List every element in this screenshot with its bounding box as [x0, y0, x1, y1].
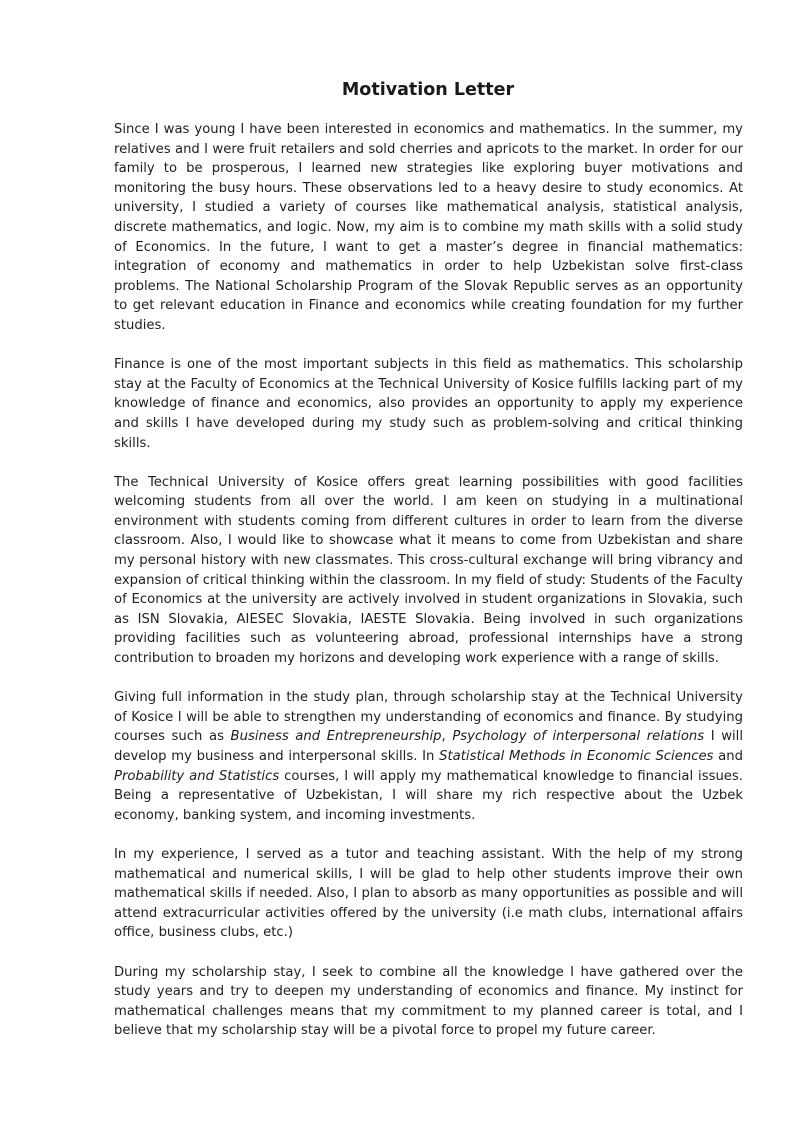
paragraph-text: During my scholarship stay, I seek to combine all the knowledge I have gathered over the study years and try to deepen my understanding of economics and finance. My instinct for mathematical challenges means that my commitment to my planned career is total, and I believe that my scholarship stay will be a pivotal force to propel my future career.	[114, 964, 743, 1039]
course-name: Probability and Statistics	[114, 768, 280, 784]
paragraph-text: Since I was young I have been interested in economics and mathematics. In the summer, my relatives and I were fruit retailers and sold cherries and apricots to the market. In order for our family to be prosperous, I learned new strategies like exploring buyer motivations and monitoring the busy hours. These observations led to a heavy desire to study economics. At university, I studied a variety of courses like mathematical analysis, statistical analysis, discrete mathematics, and logic. Now, my aim is to combine my math skills with a solid study of Economics. In the future, I want to get a master’s degree in financial mathematics: integration of economy and mathematics in order to help Uzbekistan solve first-class problems. The National Scholarship Program of the Slovak Republic serves as an opportunity to get relevant education in Finance and economics while creating foundation for my further studies.	[114, 122, 743, 333]
paragraph-text: courses, I will apply my mathematical knowledge to financial issues. Being a representative of Uzbekistan, I will share my rich respective about the Uzbek economy, banking system, and incoming investments.	[114, 768, 743, 823]
paragraph-text: The Technical University of Kosice offers great learning possibilities with good facilities welcoming students from all over the world. I am keen on studying in a multinational environment with students coming from different cultures in order to learn from the diverse classroom. Also, I would like to showcase what it means to come from Uzbekistan and share my personal history with new classmates. This cross-cultural exchange will bring vibrancy and expansion of critical thinking within the classroom. In my field of study: Students of the Faculty of Economics at the university are actively involved in student organizations in Slovakia, such as ISN Slovakia, AIESEC Slovakia, IAESTE Slovakia. Being involved in such organizations providing facilities such as volunteering abroad, professional internships have a strong contribution to broaden my horizons and developing work experience with a range of skills.	[114, 474, 743, 667]
paragraph-text: ,	[441, 729, 453, 745]
paragraph	[114, 355, 743, 453]
paragraph-text: I will develop my business and interpersonal skills. In	[114, 729, 744, 764]
document-title: Motivation Letter	[341, 80, 515, 100]
paragraph	[114, 120, 743, 336]
paragraph	[114, 473, 743, 669]
course-name: Psychology of interpersonal relations	[452, 729, 705, 745]
paragraph-text: In my experience, I served as a tutor and teaching assistant. With the help of my strong mathematical and numerical skills, I will be glad to help other students improve their own mathematical skills if needed. Also, I plan to absorb as many opportunities as possible and will attend extracurricular activities offered by the university (i.e math clubs, international affairs office, business clubs, etc.)	[114, 846, 743, 941]
paragraph-text: and	[713, 749, 743, 764]
paragraph	[114, 688, 743, 825]
letter-body	[114, 120, 743, 1061]
paragraph	[114, 845, 743, 943]
paragraph	[114, 963, 743, 1041]
course-name: Statistical Methods in Economic Sciences	[439, 749, 714, 764]
course-name: Business and Entrepreneurship	[230, 729, 442, 745]
paragraph-text: Giving full information in the study plan, through scholarship stay at the Technical University of Kosice I will be able to strengthen my understanding of economics and finance. By studying courses such as	[114, 690, 743, 745]
paragraph-text: Finance is one of the most important subjects in this field as mathematics. This scholarship stay at the Faculty of Economics at the Technical University of Kosice fulfills lacking part of my knowledge of finance and economics, also provides an opportunity to apply my experience and skills I have developed during my study such as problem-solving and critical thinking skills.	[114, 357, 743, 451]
